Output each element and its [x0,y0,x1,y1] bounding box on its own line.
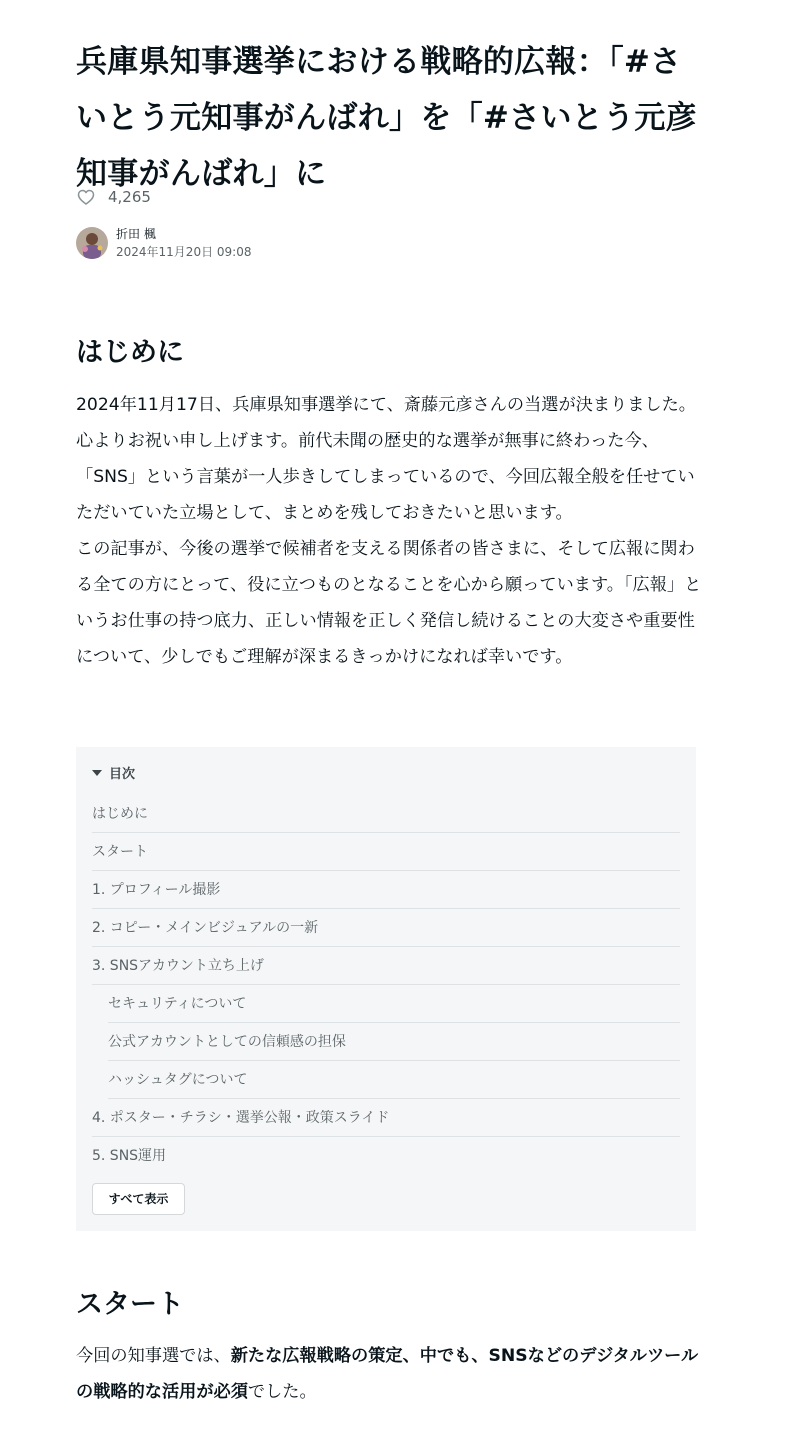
toc-toggle[interactable] [92,763,135,782]
heart-outline-icon[interactable] [76,187,96,207]
toc-item[interactable]: スタート [92,833,680,871]
toc-list [92,795,680,1175]
toc-item[interactable]: 2. コピー・メインビジュアルの一新 [92,909,680,947]
like-section [76,187,151,207]
start-bold-text: 新たな広報戦略の策定、中でも、SNSなどのデジタルツールの戦略的な活用が必須 [76,1346,699,1402]
article-title: 兵庫県知事選挙における戦略的広報：「#さいとう元知事がんばれ」を「#さいとう元彦知事がんばれ」に [76,44,697,192]
start-paragraph [76,1338,706,1410]
toc-item[interactable]: 3. SNSアカウント立ち上げ [92,947,680,985]
toc-item[interactable]: セキュリティについて [108,985,680,1023]
toc-item[interactable]: 4. ポスター・チラシ・選挙公報・政策スライド [92,1099,680,1137]
publish-date: 2024年11月20日 09:08 [116,245,252,259]
table-of-contents [76,747,696,1231]
toc-item[interactable]: 公式アカウントとしての信頼感の担保 [108,1023,680,1061]
avatar[interactable] [76,227,108,259]
toc-item[interactable]: 5. SNS運用 [92,1148,167,1164]
section-heading-intro: はじめに [76,337,184,368]
toc-item[interactable]: ハッシュタグについて [108,1061,680,1099]
toc-item[interactable]: 1. プロフィール撮影 [92,871,680,909]
caret-down-icon [92,770,102,776]
section-heading-start: スタート [76,1289,184,1320]
toc-label: 目次 [109,767,136,782]
show-all-button[interactable]: すべて表示 [92,1183,185,1215]
author-byline [76,226,251,260]
start-text-1: 今回の知事選では、 [76,1346,231,1366]
toc-item[interactable]: はじめに [92,795,680,833]
start-text-2: でした。 [247,1382,317,1402]
author-name[interactable]: 折田 楓 [116,227,156,241]
intro-paragraph [76,387,706,675]
like-count: 4,265 [108,188,151,206]
intro-paragraph-text: 2024年11月17日、兵庫県知事選挙にて、斎藤元彦さんの当選が決まりました。心よりお祝い申し上げます。前代未聞の歴史的な選挙が無事に終わった今、「SNS」という言葉が一人歩きしてしまっているので、今回広報全般を任せていただいていた立場として、まとめを残しておきたいと思います。 この記事が、今後の選挙で候補者を支える関係者の皆さまに、そして広報に関わる全ての方にとって、役に立つものとなることを心から願っています。「広報」というお仕事の持つ底力、正しい情報を正しく発信し続けることの大変さや重要性について、少しでもご理解が深まるきっかけになれば幸いです。 [76,395,702,667]
